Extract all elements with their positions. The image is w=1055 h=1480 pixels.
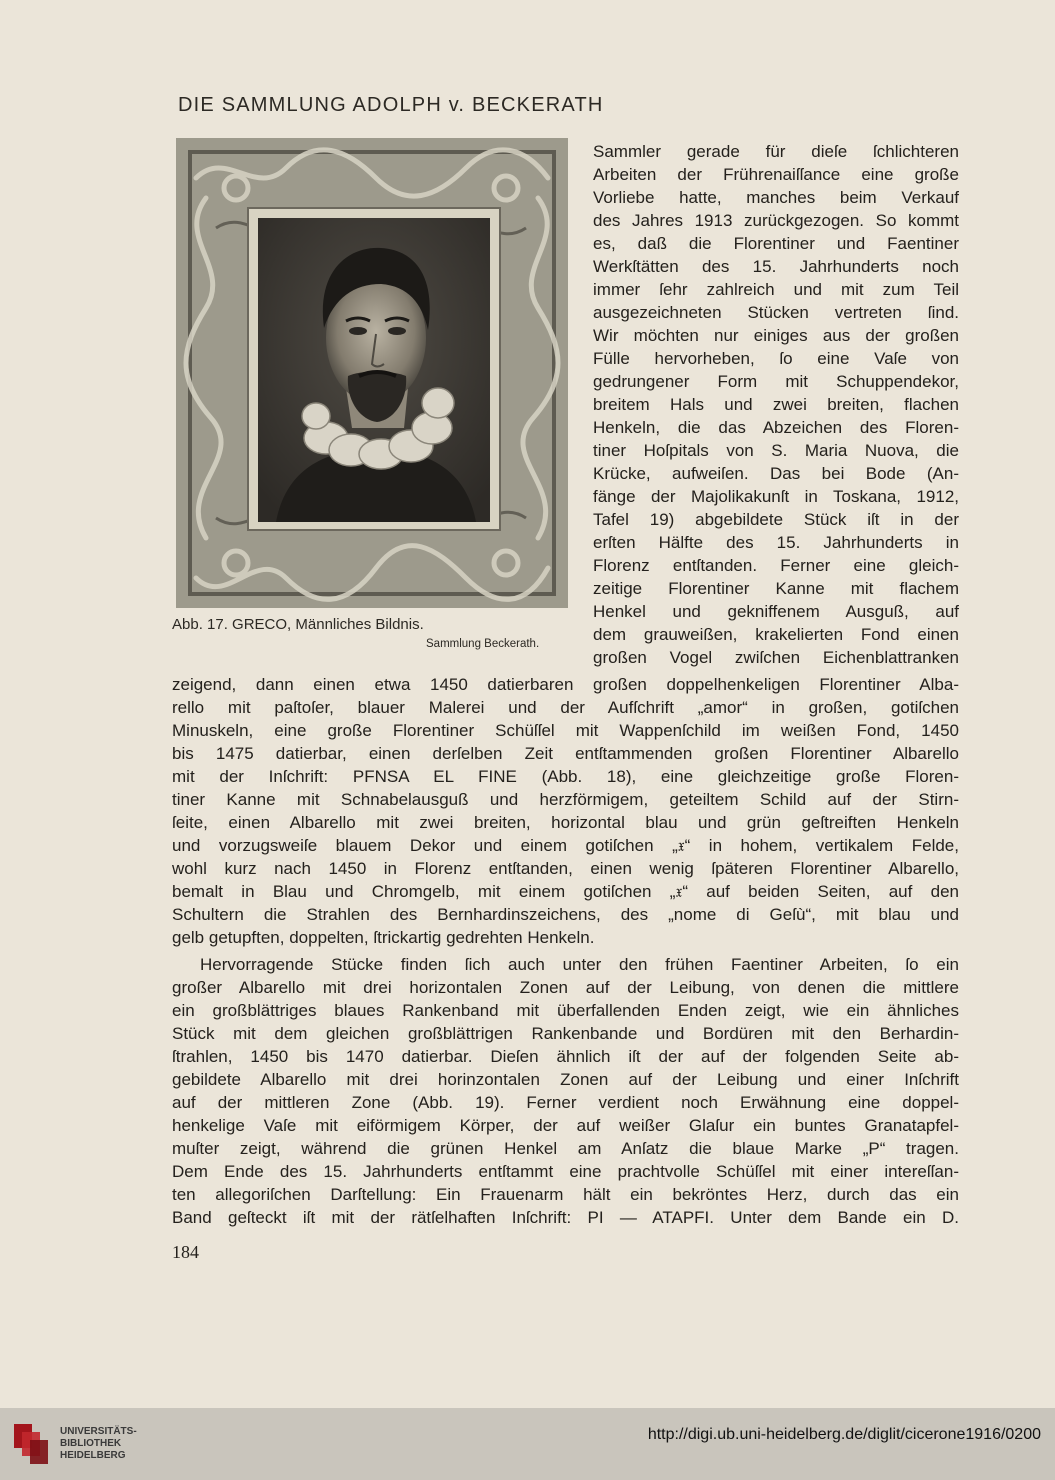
column-line: Henkel und gekniffenem Ausguß, auf xyxy=(593,602,959,621)
library-name-line: HEIDELBERG xyxy=(60,1450,126,1461)
body-line: Minuskeln, eine große Florentiner Schüſſel mit Wappenſchild im weißen Fond, 1450 xyxy=(172,721,959,740)
column-line: gedrungener Form mit Schuppendekor, xyxy=(593,372,959,391)
column-line: Krücke, aufweiſen. Das bei Bode (An- xyxy=(593,464,959,483)
running-head: DIE SAMMLUNG ADOLPH v. BECKERATH xyxy=(178,94,604,116)
body-line: zeigend, dann einen etwa 1450 datierbaren großen doppelhenkeligen Florentiner Alba- xyxy=(172,675,959,694)
portrait-figure xyxy=(176,138,568,608)
column-line: breitem Hals und zwei breiten, flachen xyxy=(593,395,959,414)
page-number: 184 xyxy=(172,1242,199,1262)
body-line: gebildete Albarello mit drei horinzontalen Zonen auf der Leibung und einer Inſchrift xyxy=(172,1070,959,1089)
column-line: es, daß die Florentiner und Faentiner xyxy=(593,234,959,253)
body-line: mit der Inſchrift: PFNSA EL FINE (Abb. 18), eine gleichzeitige große Floren- xyxy=(172,767,959,786)
body-line: bemalt in Blau und Chromgelb, mit einem gotiſchen „𝔵“ auf beiden Seiten, auf den xyxy=(172,882,959,901)
library-name-line: UNIVERSITÄTS- xyxy=(60,1426,137,1437)
body-line: Hervorragende Stücke finden ſich auch unter den frühen Faentiner Arbeiten, ſo ein xyxy=(200,955,959,974)
column-line: immer ſehr zahlreich und mit zum Teil xyxy=(593,280,959,299)
column-line: fänge der Majolikakunſt in Toskana, 1912, xyxy=(593,487,959,506)
column-line: ausgezeichneten Stücken vertreten ſind. xyxy=(593,303,959,322)
figure-caption: Abb. 17. GRECO, Männliches Bildnis. xyxy=(172,616,424,633)
body-line: wohl kurz nach 1450 in Florenz entſtanden, einen wenig ſpäteren Florentiner Albarello, xyxy=(172,859,959,878)
body-line: gelb getupften, doppelten, ſtrickartig gedrehten Henkeln. xyxy=(172,928,595,947)
body-line: bis 1475 datierbar, einen derſelben Zeit entſtammenden großen Florentiner Albarello xyxy=(172,744,959,763)
column-line: Fülle hervorheben, ſo eine Vaſe von xyxy=(593,349,959,368)
body-line: henkelige Vaſe mit eiförmigem Körper, der auf weißer Glaſur ein buntes Granatapfel- xyxy=(172,1116,959,1135)
library-name-line: BIBLIOTHEK xyxy=(60,1438,122,1449)
body-line: ſeite, einen Albarello mit zwei breiten, horizontal blau und grün geſtreiften Henkeln xyxy=(172,813,959,832)
body-line: ein großblättriges blaues Rankenband mit überfallenden Enden zeigt, wie ein ähnliches xyxy=(172,1001,959,1020)
viewer-footer xyxy=(0,1408,1055,1480)
column-line: dem grauweißen, krakelierten Fond einen xyxy=(593,625,959,644)
body-line: Band geſteckt iſt mit der rätſelhaften Inſchrift: PI — ATAPFI. Unter dem Bande ein D. xyxy=(172,1208,959,1227)
body-line: ten allegoriſchen Darſtellung: Ein Frauenarm hält ein bekröntes Herz, durch das ein xyxy=(172,1185,959,1204)
permalink-url[interactable]: http://digi.ub.uni-heidelberg.de/diglit/cicerone1916/0200 xyxy=(647,1426,1041,1443)
column-line: Henkeln, die das Abzeichen des Floren- xyxy=(593,418,959,437)
column-line: erſten Hälfte des 15. Jahrhunderts in xyxy=(593,533,959,552)
column-line: Wir möchten nur einiges aus der großen xyxy=(593,326,959,345)
body-line: auf der mittleren Zone (Abb. 19). Ferner verdient noch Erwähnung eine doppel- xyxy=(172,1093,959,1112)
column-line: Werkſtätten des 15. Jahrhunderts noch xyxy=(593,257,959,276)
library-name xyxy=(60,1426,137,1462)
body-line: ſtrahlen, 1450 bis 1470 datierbar. Dieſen ähnlich iſt der auf der folgenden Seite ab- xyxy=(172,1047,959,1066)
column-line: Arbeiten der Frührenaiſſance eine große xyxy=(593,165,959,184)
column-line: Sammler gerade für dieſe ſchlichteren xyxy=(593,142,959,161)
column-line: Tafel 19) abgebildete Stück iſt in der xyxy=(593,510,959,529)
column-line: großen Vogel zwiſchen Eichenblattranken xyxy=(593,648,959,667)
framed-portrait-illustration xyxy=(176,138,568,608)
body-line: großer Albarello mit drei horizontalen Zonen auf der Leibung, von denen die mittlere xyxy=(172,978,959,997)
body-line: und vorzugsweiſe blauem Dekor und einem gotiſchen „𝔵“ in hohem, vertikalem Felde, xyxy=(172,836,959,855)
column-line: tiner Hoſpitals von S. Maria Nuova, die xyxy=(593,441,959,460)
column-line: Florenz entſtanden. Ferner eine gleich- xyxy=(593,556,959,575)
figure-credit: Sammlung Beckerath. xyxy=(426,638,540,650)
body-line: Stück mit dem gleichen großblättrigen Rankenbande und Bordüren mit den Berhardin- xyxy=(172,1024,959,1043)
body-line: Dem Ende des 15. Jahrhunderts entſtammt eine prachtvolle Schüſſel mit einer intereſſan- xyxy=(172,1162,959,1181)
column-line: des Jahres 1913 zurückgezogen. So kommt xyxy=(593,211,959,230)
column-line: Vorliebe hatte, manches beim Verkauf xyxy=(593,188,959,207)
university-library-logo-icon xyxy=(12,1420,52,1466)
column-line: zeitige Florentiner Kanne mit flachem xyxy=(593,579,959,598)
body-line: muſter zeigt, während die grünen Henkel am Anſatz die blaue Marke „P“ tragen. xyxy=(172,1139,959,1158)
body-line: tiner Kanne mit Schnabelausguß und herzförmigem, geteiltem Schild auf der Stirn- xyxy=(172,790,959,809)
body-line: rello mit paſtoſer, blauer Malerei und der Aufſchrift „amor“ in großen, gotiſchen xyxy=(172,698,959,717)
body-line: Schultern die Strahlen des Bernhardinszeichens, des „nome di Geſù“, mit blau und xyxy=(172,905,959,924)
